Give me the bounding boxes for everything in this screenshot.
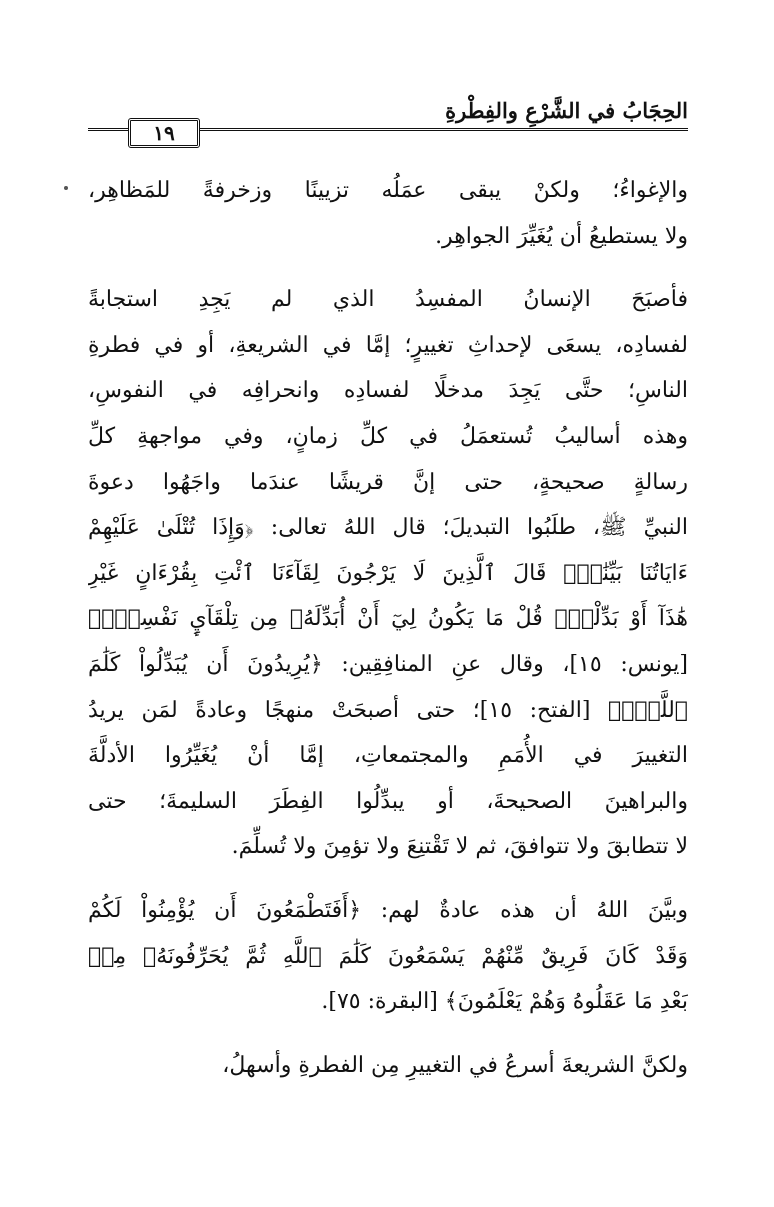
paragraph-4 xyxy=(88,1043,688,1089)
text-line: والبراهينَ الصحيحةَ، أو يبدِّلُوا الفِطَرَ السليمةَ؛ حتى xyxy=(88,788,688,814)
running-title: الحِجَابُ في الشَّرْعِ والفِطْرةِ xyxy=(445,98,688,123)
header-rule-right xyxy=(200,128,688,131)
body-text xyxy=(88,168,688,1088)
text-line: ولكنَّ الشريعةَ أسرعُ في التغييرِ مِن الفطرةِ وأسهلُ، xyxy=(222,1052,688,1078)
text-line: ولا يستطيعُ أن يُغَيِّرَ الجواهِر. xyxy=(435,223,688,249)
quran-line: هَٰذَآ أَوْ بَدِّلْهُۚ قُلْ مَا يَكُونُ لِيٓ أَنْ أُبَدِّلَهُۥ مِن تِلْقَآيِٕ نَفْسِيٓۖ﴾ xyxy=(88,606,688,632)
quran-line: وَقَدْ كَانَ فَرِيقٌ مِّنْهُمْ يَسْمَعُونَ كَلَٰمَ ٱللَّهِ ثُمَّ يُحَرِّفُونَهُۥ مِنۢ xyxy=(88,943,688,969)
text-line: والإغواءُ؛ ولكنْ يبقى عمَلُه تزيينًا وزخرفةً للمَظاهِر، xyxy=(88,178,688,203)
page-header xyxy=(88,98,688,148)
paragraph-2 xyxy=(88,277,688,870)
paragraph-1 xyxy=(88,168,688,259)
text-line: النبيِّ ﷺ، طلَبُوا التبديلَ؛ قال اللهُ تعالى: ﴿وَإِذَا تُتْلَىٰ عَلَيْهِمْ xyxy=(88,515,688,541)
paragraph-3 xyxy=(88,888,688,1025)
text-line: الناسِ؛ حتَّى يَجِدَ مدخلًا لفسادِه وانحرافِه في النفوسِ، xyxy=(88,378,688,404)
quran-line: بَعْدِ مَا عَقَلُوهُ وَهُمْ يَعْلَمُونَ﴾ [البقرة: ٧٥]. xyxy=(321,989,688,1015)
quran-line: ءَايَاتُنَا بَيِّنَٰتٍۙ قَالَ ٱلَّذِينَ لَا يَرْجُونَ لِقَآءَنَا ٱئْتِ بِقُرْءَانٍ غَيْرِ xyxy=(88,560,688,586)
text-line: ٱللَّهِۚ﴾ [الفتح: ١٥]؛ حتى أصبحَتْ منهجًا وعادةً لمَن يريدُ xyxy=(88,697,688,723)
stray-mark xyxy=(64,186,68,190)
text-line: وهذه أساليبُ تُستعمَلُ في كلِّ زمانٍ، وفي مواجهةِ كلِّ xyxy=(88,423,688,449)
header-rule-left xyxy=(88,128,128,131)
text-line: لا تتطابقَ ولا تتوافقَ، ثم لا تَقْتنِعَ ولا تؤمِنَ ولا تُسلِّمَ. xyxy=(231,834,688,860)
text-line: وبيَّنَ اللهُ أن هذه عادةٌ لهم: ﴿أَفَتَطْمَعُونَ أَن يُؤْمِنُواْ لَكُمْ xyxy=(88,897,688,923)
text-line: [يونس: ١٥]، وقال عنِ المنافِقِين: ﴿يُرِيدُونَ أَن يُبَدِّلُواْ كَلَٰمَ xyxy=(88,651,688,677)
text-line: فأصبَحَ الإنسانُ المفسِدُ الذي لم يَجِدِ استجابةً xyxy=(88,287,688,313)
page-number: ١٩ xyxy=(128,118,200,148)
text-line: رسالةٍ صحيحةٍ، حتى إنَّ قريشًا عندَما واجَهُوا دعوةَ xyxy=(88,469,688,495)
text-line: التغييرَ في الأُمَمِ والمجتمعاتِ، إمَّا أنْ يُغَيِّرُوا الأدلَّةَ xyxy=(88,743,688,769)
text-line: لفسادِه، يسعَى لإحداثِ تغييرٍ؛ إمَّا في الشريعةِ، أو في فطرةِ xyxy=(88,332,688,358)
